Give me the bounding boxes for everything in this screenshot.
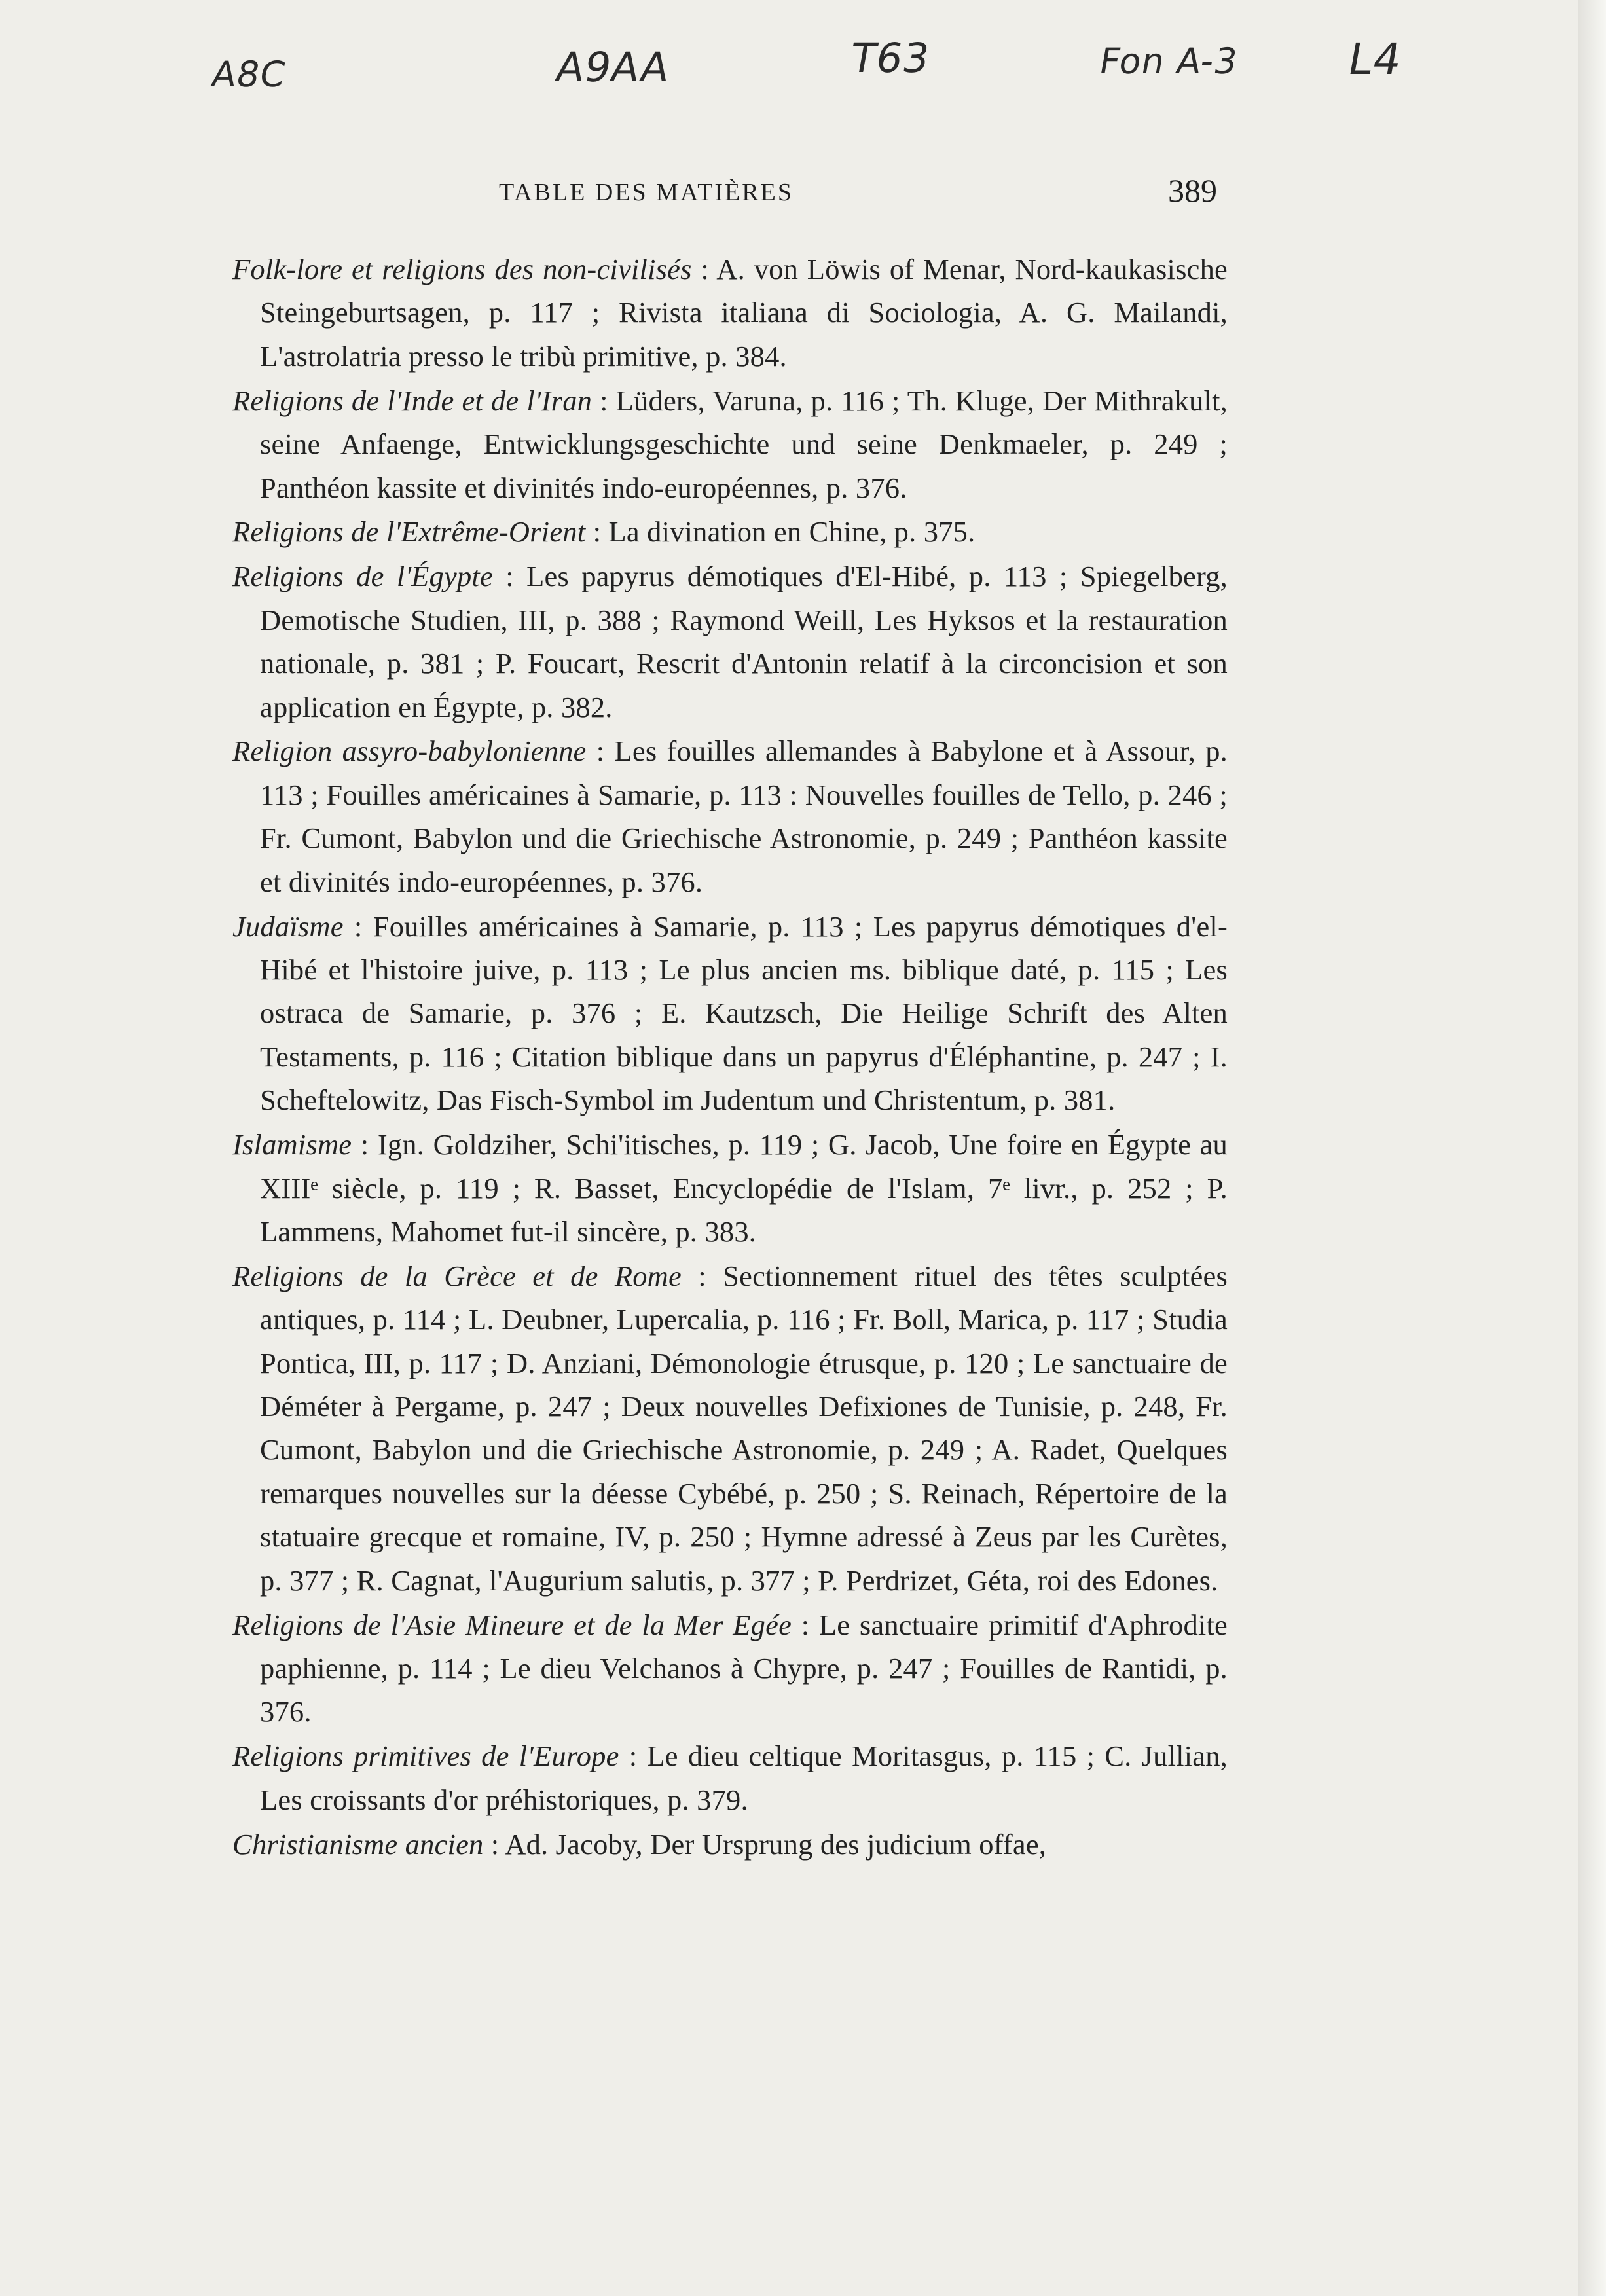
- toc-text: : Lüders, Varuna, p. 116 ; Th. Kluge, Der Mithrakult, seine Anfaenge, Entwicklungsgeschichte und seine Denkmaeler, p. 249 ; Panthéon kassite et divinités indo-européennes, p. 376.: [260, 384, 1228, 504]
- toc-entry-assyro-babylonienne: [232, 729, 1228, 903]
- toc-entry-folklore: [232, 247, 1228, 378]
- table-of-contents: [232, 247, 1228, 1867]
- toc-topic: Islamisme: [232, 1128, 352, 1161]
- running-head-title: TABLE DES MATIÈRES: [499, 179, 794, 206]
- toc-entry-europe-primitive: [232, 1734, 1228, 1821]
- toc-entry-judaisme: [232, 905, 1228, 1122]
- handwritten-note-4: Fon A-3: [1096, 41, 1241, 82]
- toc-topic: Religions de l'Égypte: [232, 560, 493, 593]
- toc-text: : Ign. Goldziher, Schi'itisches, p. 119 ; G. Jacob, Une foire en Égypte au XIIIᵉ siècle, p. 119 ; R. Basset, Encyclopédie de l'Islam, 7ᵉ livr., p. 252 ; P. Lammens, Mahomet fut-il sincère, p. 383.: [260, 1128, 1228, 1248]
- toc-topic: Religions de la Grèce et de Rome: [232, 1259, 682, 1292]
- toc-text: : Le sanctuaire primitif d'Aphrodite paphienne, p. 114 ; Le dieu Velchanos à Chypre, p. 247 ; Fouilles de Rantidi, p. 376.: [260, 1608, 1228, 1728]
- toc-entry-islamisme: [232, 1123, 1228, 1253]
- toc-text: : Le dieu celtique Moritasgus, p. 115 ; C. Jullian, Les croissants d'or préhistoriques, p. 379.: [260, 1740, 1228, 1816]
- handwritten-shelfmark: [0, 31, 1578, 97]
- toc-topic: Religion assyro-babylonienne: [232, 735, 587, 768]
- toc-entry-egypte: [232, 555, 1228, 729]
- toc-text: : La divination en Chine, p. 375.: [585, 515, 976, 549]
- toc-topic: Religions de l'Asie Mineure et de la Mer Egée: [232, 1608, 792, 1641]
- page-number: 389: [1168, 172, 1217, 209]
- page-edge: [1578, 0, 1606, 2296]
- toc-topic: Judaïsme: [232, 909, 344, 943]
- toc-text: : Sectionnement rituel des têtes sculptées antiques, p. 114 ; L. Deubner, Lupercalia, p. 116 ; Fr. Boll, Marica, p. 117 ; Studia Pontica, III, p. 117 ; D. Anziani, Démonologie étrusque, p. 120 ; Le sanctuaire de Déméter à Pergame, p. 247 ; Deux nouvelles Defixiones de Tunisie, p. 248, Fr. Cumont, Babylon und die Griechische Astronomie, p. 249 ; A. Radet, Quelques remarques nouvelles sur la déesse Cybébé, p. 250 ; S. Reinach, Répertoire de la statuaire grecque et romaine, IV, p. 250 ; Hymne adressé à Zeus par les Curètes, p. 377 ; R. Cagnat, l'Augurium salutis, p. 377 ; P. Perdrizet, Géta, roi des Edones.: [260, 1259, 1228, 1597]
- toc-text: : Ad. Jacoby, Der Ursprung des judicium offae,: [483, 1827, 1047, 1861]
- toc-text: : Les papyrus démotiques d'El-Hibé, p. 113 ; Spiegelberg, Demotische Studien, III, p. 388 ; Raymond Weill, Les Hyksos et la restauration nationale, p. 381 ; P. Foucart, Rescrit d'Antonin relatif à la circoncision et son application en Égypte, p. 382.: [260, 560, 1228, 723]
- toc-entry-asie-mineure: [232, 1603, 1228, 1734]
- toc-text: : Fouilles américaines à Samarie, p. 113 ; Les papyrus démotiques d'el-Hibé et l'histoire juive, p. 113 ; Le plus ancien ms. biblique daté, p. 115 ; Les ostraca de Samarie, p. 376 ; E. Kautzsch, Die Heilige Schrift des Alten Testaments, p. 116 ; Citation biblique dans un papyrus d'Éléphantine, p. 247 ; I. Scheftelowitz, Das Fisch-Symbol im Judentum und Christentum, p. 381.: [260, 909, 1228, 1117]
- toc-topic: Religions de l'Inde et de l'Iran: [232, 384, 593, 417]
- toc-entry-inde-iran: [232, 379, 1228, 509]
- toc-topic: Religions primitives de l'Europe: [232, 1740, 619, 1773]
- toc-entry-grece-rome: [232, 1254, 1228, 1602]
- handwritten-note-1: A8C: [208, 54, 289, 95]
- toc-text: : A. von Löwis of Menar, Nord-kaukasische Steingeburtsagen, p. 117 ; Rivista italiana di Sociologia, A. G. Mailandi, L'astrolatria presso le tribù primitive, p. 384.: [260, 253, 1228, 373]
- toc-text: : Les fouilles allemandes à Babylone et à Assour, p. 113 ; Fouilles américaines à Samarie, p. 113 : Nouvelles fouilles de Tello, p. 246 ; Fr. Cumont, Babylon und die Griechische Astronomie, p. 249 ; Panthéon kassite et divinités indo-européennes, p. 376.: [260, 735, 1228, 898]
- handwritten-note-2: A9AA: [552, 43, 674, 91]
- toc-topic: Folk-lore et religions des non-civilisés: [232, 253, 692, 285]
- handwritten-note-5: L4: [1344, 34, 1406, 84]
- toc-entry-extreme-orient: [232, 510, 1228, 553]
- toc-topic: Christianisme ancien: [232, 1827, 484, 1861]
- toc-topic: Religions de l'Extrême-Orient: [232, 515, 586, 549]
- handwritten-note-3: T63: [847, 34, 934, 82]
- toc-entry-christianisme: [232, 1823, 1228, 1866]
